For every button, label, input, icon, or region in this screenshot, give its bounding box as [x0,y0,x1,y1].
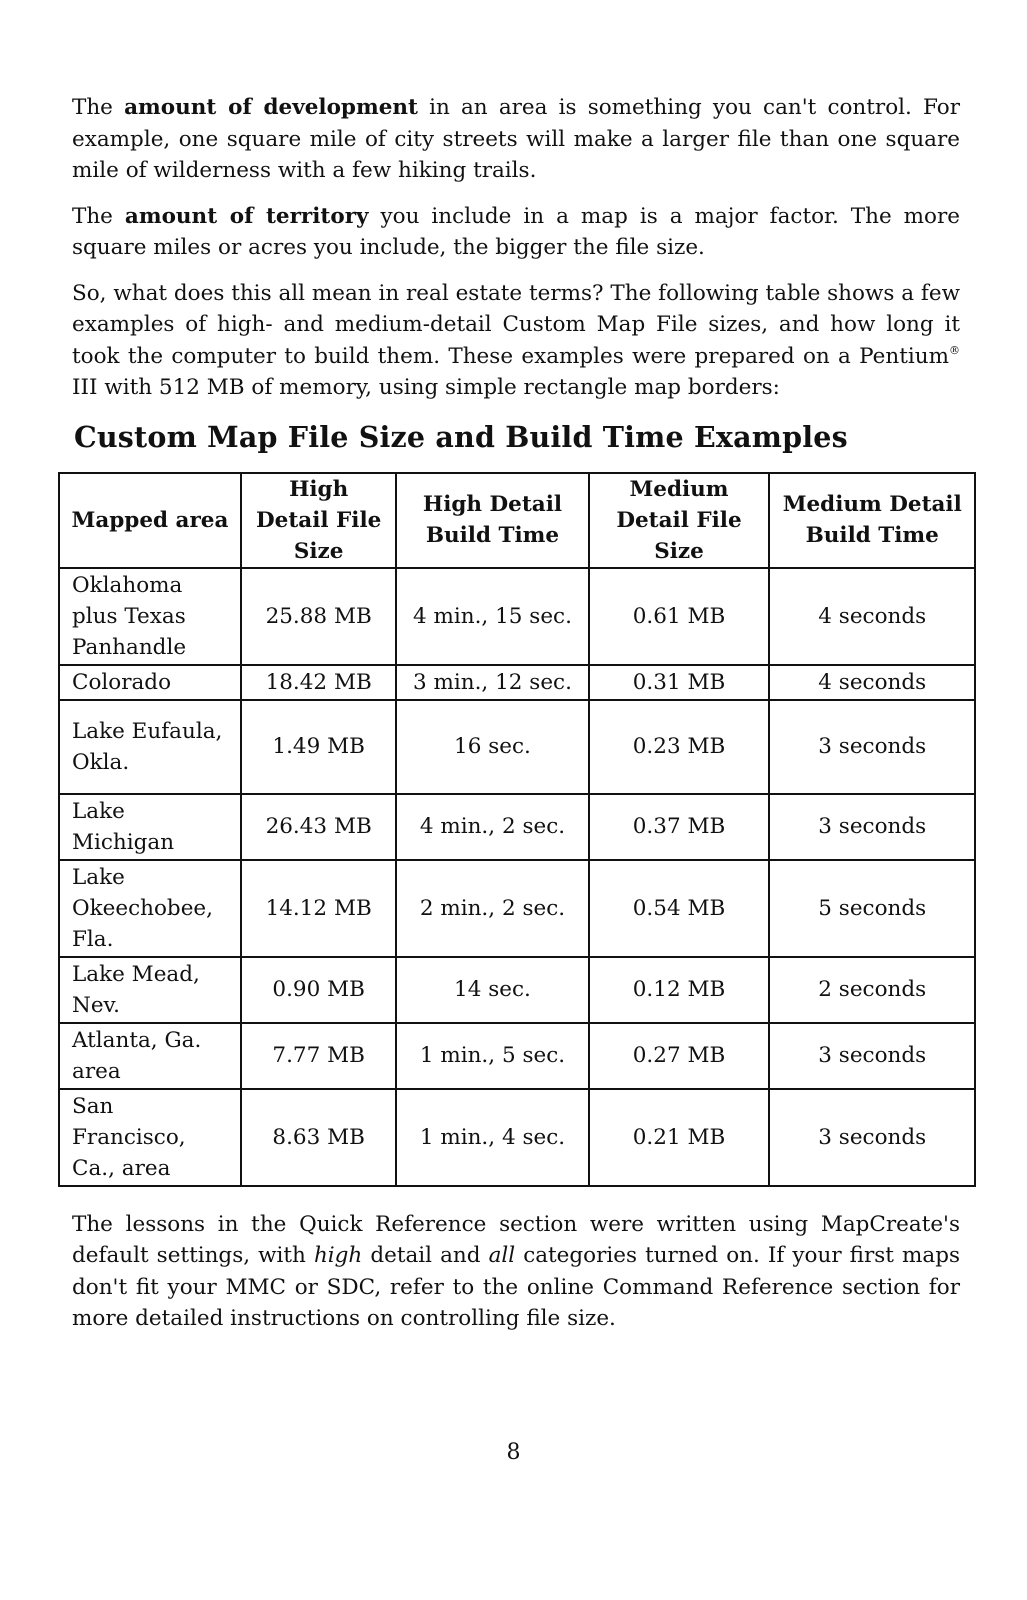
cell-mapped-area: Atlanta, Ga. area [59,1023,241,1089]
cell-medium-build-time: 4 seconds [769,568,975,665]
para4-italic-high: high [313,1243,363,1268]
header-high-detail-file-size: High Detail File Size [241,473,396,568]
table-row [59,794,975,860]
cell-medium-build-time: 3 seconds [769,1089,975,1186]
cell-medium-build-time: 3 seconds [769,794,975,860]
table-header-row [59,473,975,568]
cell-medium-file-size: 0.21 MB [589,1089,770,1186]
para2-pre: The [72,203,125,229]
page-content [72,92,960,1349]
cell-medium-build-time: 4 seconds [769,665,975,700]
cell-medium-file-size: 0.27 MB [589,1023,770,1089]
para2-post: you include in a map is a major factor. The more square miles or acres you include, the bigger the file size. [72,203,960,260]
table-row [59,1089,975,1186]
para4-italic-all: all [488,1243,516,1268]
paragraph-real-estate [72,278,960,404]
cell-high-file-size: 0.90 MB [241,957,396,1023]
header-high-detail-build-time: High Detail Build Time [396,473,588,568]
cell-high-build-time: 14 sec. [396,957,588,1023]
table-body [59,568,975,1186]
table-row [59,665,975,700]
para3-post: III with 512 MB of memory, using simple rectangle map borders: [72,375,780,400]
page-number: 8 [506,1440,521,1465]
cell-medium-file-size: 0.61 MB [589,568,770,665]
cell-high-build-time: 4 min., 2 sec. [396,794,588,860]
para3-pre: So, what does this all mean in real estate terms? The following table shows a few examples of high- and medium-detail Custom Map File sizes, and how long it took the computer to build them. These examples were prepared on a Pentium [72,280,960,369]
paragraph-development [72,92,960,187]
table-title: Custom Map File Size and Build Time Examples [74,419,848,454]
cell-medium-build-time: 3 seconds [769,1023,975,1089]
header-mapped-area: Mapped area [59,473,241,568]
cell-medium-build-time: 3 seconds [769,700,975,794]
header-medium-detail-file-size: Medium Detail File Size [589,473,770,568]
registered-mark: ® [949,343,960,357]
table-row [59,957,975,1023]
cell-medium-build-time: 2 seconds [769,957,975,1023]
table-row [59,568,975,665]
cell-medium-file-size: 0.31 MB [589,665,770,700]
cell-high-file-size: 14.12 MB [241,860,396,957]
cell-high-build-time: 2 min., 2 sec. [396,860,588,957]
table-row [59,860,975,957]
cell-mapped-area: Colorado [59,665,241,700]
cell-high-build-time: 4 min., 15 sec. [396,568,588,665]
para4-text-1: The lessons in the Quick Reference section were written using MapCreate's default settings, with [72,1211,960,1268]
para1-post: in an area is something you can't control. For example, one square mile of city streets will make a larger file than one square mile of wilderness with a few hiking trails. [72,95,960,183]
table-row [59,1023,975,1089]
para4-text-2: detail and [362,1243,489,1268]
cell-mapped-area: Lake Okeechobee, Fla. [59,860,241,957]
cell-high-file-size: 8.63 MB [241,1089,396,1186]
cell-mapped-area: San Francisco, Ca., area [59,1089,241,1186]
table-row [59,700,975,794]
cell-mapped-area: Lake Mead, Nev. [59,957,241,1023]
para4-text-3: categories turned on. If your first maps don't fit your MMC or SDC, refer to the online Command Reference section for more detailed instructions on controlling file size. [72,1243,960,1331]
paragraph-territory [72,201,960,264]
para1-bold: amount of development [124,95,418,120]
para2-bold: amount of territory [124,203,369,229]
para1-pre: The [72,95,125,120]
cell-medium-file-size: 0.12 MB [589,957,770,1023]
cell-high-file-size: 25.88 MB [241,568,396,665]
cell-medium-file-size: 0.54 MB [589,860,770,957]
cell-medium-file-size: 0.37 MB [589,794,770,860]
cell-high-build-time: 3 min., 12 sec. [396,665,588,700]
cell-high-build-time: 16 sec. [396,700,588,794]
cell-high-file-size: 1.49 MB [241,700,396,794]
cell-mapped-area: Lake Eufaula, Okla. [59,700,241,794]
cell-medium-file-size: 0.23 MB [589,700,770,794]
cell-mapped-area: Oklahoma plus Texas Panhandle [59,568,241,665]
cell-medium-build-time: 5 seconds [769,860,975,957]
cell-mapped-area: Lake Michigan [59,794,241,860]
file-size-table [58,472,976,1187]
paragraph-lessons [72,1209,960,1335]
cell-high-file-size: 26.43 MB [241,794,396,860]
header-medium-detail-build-time: Medium Detail Build Time [769,473,975,568]
cell-high-file-size: 7.77 MB [241,1023,396,1089]
cell-high-file-size: 18.42 MB [241,665,396,700]
cell-high-build-time: 1 min., 4 sec. [396,1089,588,1186]
cell-high-build-time: 1 min., 5 sec. [396,1023,588,1089]
